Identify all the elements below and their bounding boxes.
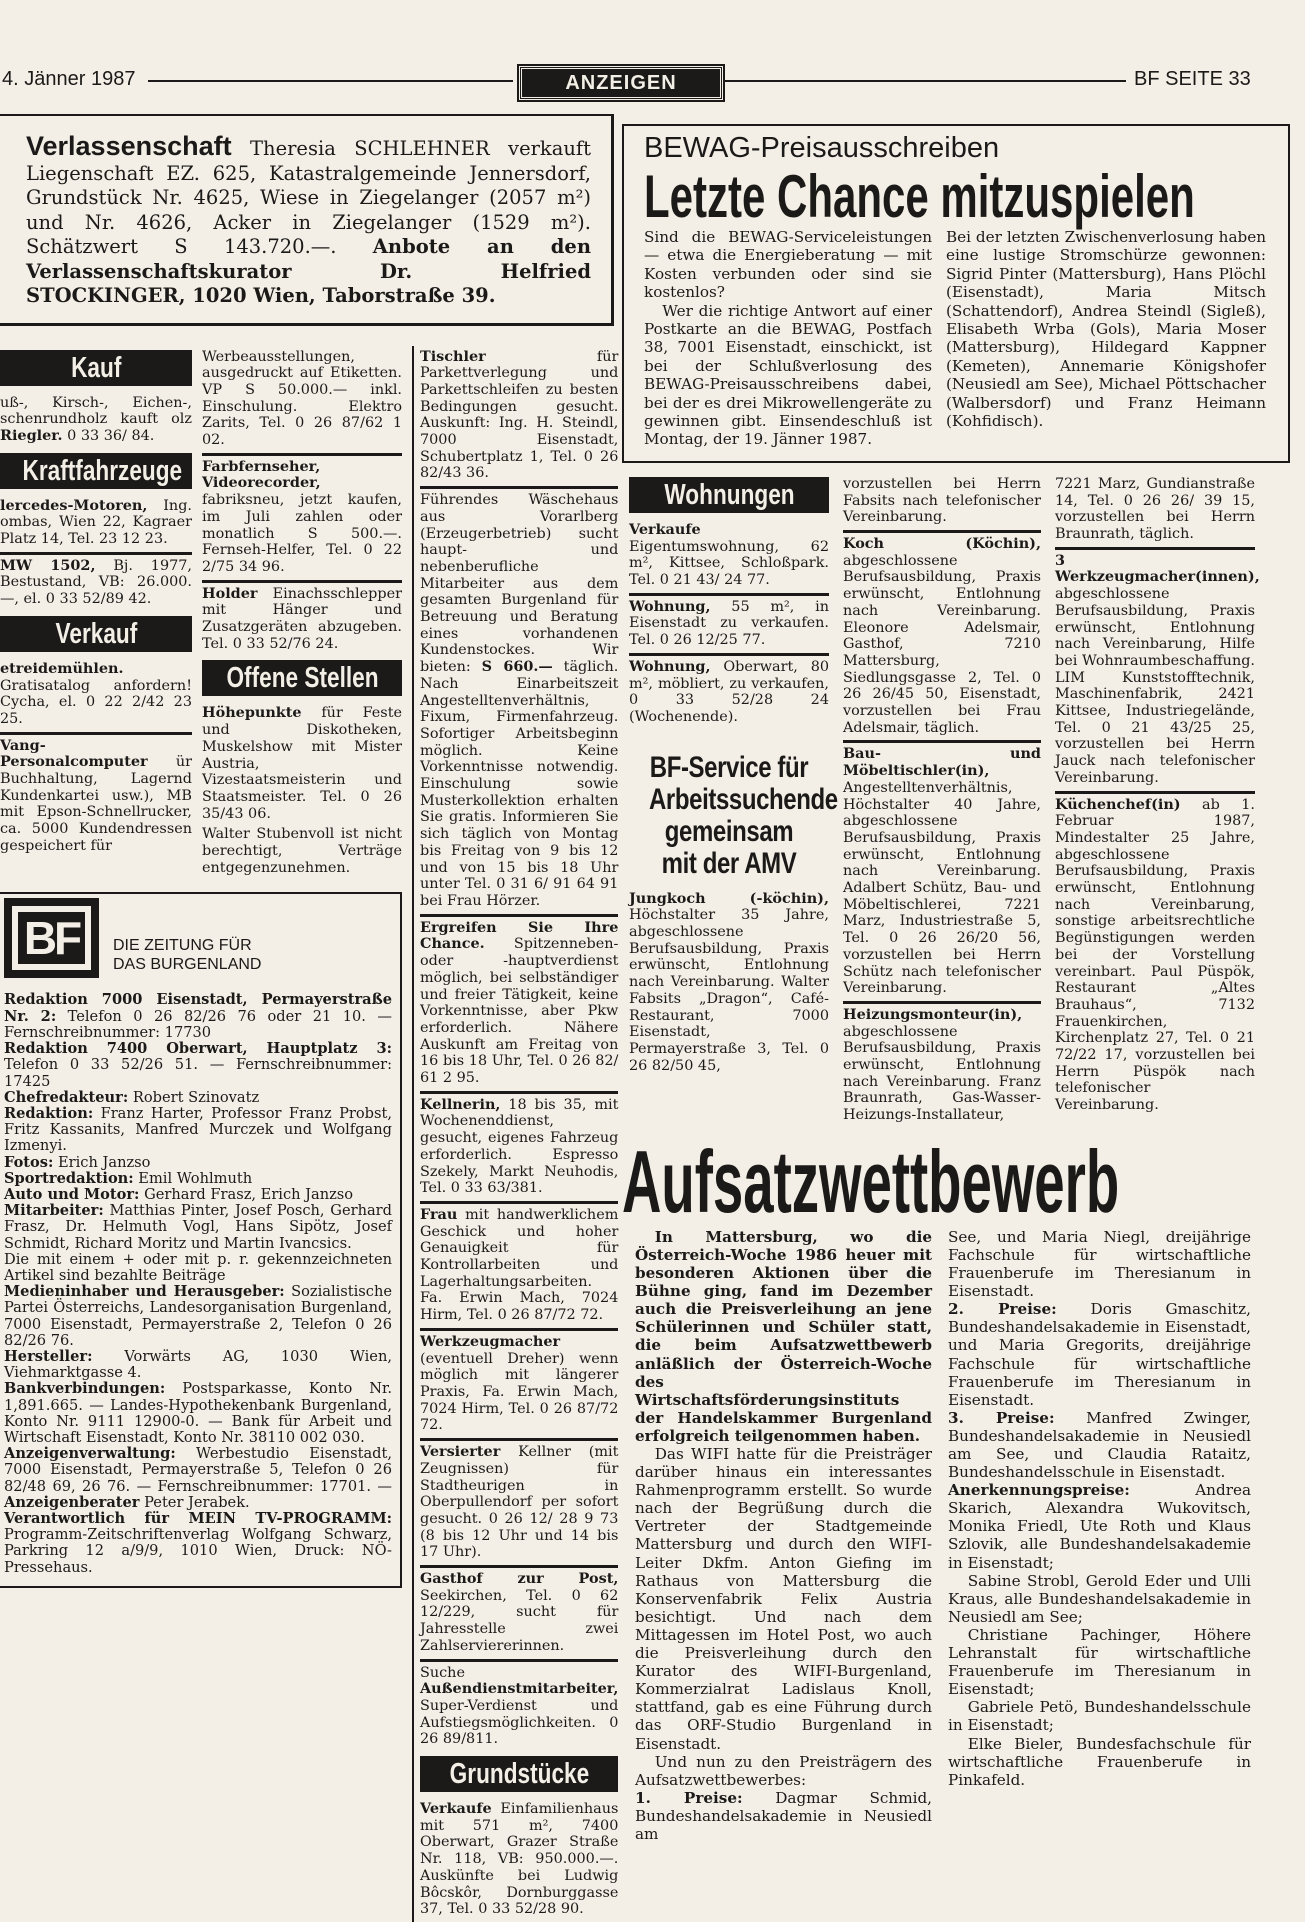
text: Suche: [420, 1664, 465, 1681]
bold-text: Verkaufe: [420, 1800, 492, 1818]
text: See, und Maria Niegl, dreijährige Fachschule für wirtschaftliche Frauenberufe im Theresianum in Eisenstadt.: [948, 1227, 1251, 1301]
impressum-entry: [4, 1284, 392, 1349]
ad-text: [420, 1334, 618, 1434]
page-number: BF SEITE 33: [1134, 68, 1251, 90]
impressum-entry: [4, 1155, 392, 1171]
bold-text: Küchenchef(in): [1055, 795, 1181, 813]
text: Höchstalter 35 Jahre, abgeschlossene Berufsausbildung, Praxis erwünscht, Entlohnung nach Vereinbarung. Walter Fabsits „Dragon“, Café-Restaurant, 7000 Eisenstadt, Permayerstraße 3, Tel. 0 26 82/50 45,: [629, 907, 829, 1074]
bold-text: Redaktion 7400 Oberwart, Hauptplatz 3:: [4, 1040, 392, 1058]
bold-text: 3 Werkzeugmacher(innen),: [1055, 551, 1260, 586]
jobs-column-1: [629, 473, 838, 1078]
bold-text: Kellnerin,: [420, 1095, 501, 1113]
text: abgeschlossene Berufsausbildung, Praxis erwünscht, Entlohnung nach Vereinbarung. Eleonore Adelsmair, Gasthof, 7210 Mattersburg, Siedlungsgasse 2, Tel. 0 26 26/45 50, Eisenstadt, vorzustellen bei Frau Adelsmair, täglich.: [843, 552, 1041, 736]
text: Gerhard Frasz, Erich Janzso: [139, 1185, 354, 1203]
article-paragraph: [948, 1626, 1251, 1698]
rubric-heading: [420, 1756, 618, 1792]
article-paragraph: [948, 1481, 1251, 1571]
bewag-col-1: [644, 228, 932, 449]
ad-text: [843, 1007, 1041, 1124]
text: (eventuell Dreher) wenn möglich mit längerer Praxis, Fa. Erwin Mach, 7024 Hirm, Tel. 0 26 87/72 72.: [420, 1350, 619, 1434]
text: Robert Szinovatz: [128, 1088, 260, 1106]
impressum-entry: [4, 1511, 392, 1576]
impressum-entry: [4, 1106, 392, 1155]
ad-text: [629, 599, 829, 649]
bold-text: 1. Preise:: [635, 1788, 743, 1807]
rubric-label: Kraftfahrzeuge: [22, 454, 183, 487]
bf-logo: [4, 898, 99, 978]
article-column-2: [948, 1228, 1251, 1789]
bold-text: Außendienstmitarbeiter,: [420, 1680, 619, 1698]
bold-text: Höhepunkte: [202, 704, 302, 722]
paragraph: Sind die BEWAG-Serviceleistungen — etwa die Energieberatung — mit Kosten verbunden oder sind sie kostenlos?: [644, 228, 932, 302]
text: Spitzenneben- oder -hauptverdienst möglich, bei selbständiger und freier Tätigkeit, keine Vorkenntnisse, aber Pkw erforderlich. Nähere Auskunft am Freitag von 16 bis 18 Uhr, Tel. 0 26 82/ 61 2 95.: [420, 936, 619, 1087]
text: Und nun zu den Preisträgern des Aufsatzwettbewerbes:: [635, 1752, 932, 1789]
ad-text: [843, 746, 1041, 997]
ad-text: [0, 661, 192, 728]
impressum-entry: [4, 1171, 392, 1187]
impressum-tagline: [113, 936, 261, 978]
text: Sozialistische Partei Österreichs, Landesorganisation Burgenland, 7000 Eisenstadt, Permayerstraße 2, Telefon 0 26 82/26 76.: [4, 1283, 392, 1349]
classified-ad: [420, 914, 618, 1091]
ad-text: [629, 659, 829, 726]
text: 7221 Marz, Gundianstraße 14, Tel. 0 26 26/ 39 15, vorzustellen bei Herrn Braunrath, täglich.: [1055, 475, 1255, 542]
text: Erich Janzso: [53, 1153, 151, 1171]
article-paragraph: [948, 1735, 1251, 1789]
bewag-headline: Letzte Chance mitzuspielen: [644, 163, 1195, 230]
classifieds-column-1: [0, 346, 192, 859]
classified-ad: [843, 740, 1041, 1001]
classified-ad: [420, 1659, 618, 1753]
impressum-entry: [4, 1041, 392, 1090]
classified-ad: [0, 392, 192, 449]
text: Programm-Zeitschriftenverlag Wolfgang Schwarz, Parkring 12 a/9/9, 1010 Wien, Druck: NÖ-Pressehaus.: [4, 1526, 392, 1576]
bold-text: Bankverbindungen:: [4, 1380, 166, 1398]
impressum-entry: [4, 1381, 392, 1446]
text: Bj. 1977, Bestustand, VB: 26.000.—, el. 0 33 52/89 42.: [0, 557, 192, 608]
bold-text: Auto und Motor:: [4, 1185, 140, 1203]
text: Eigentumswohnung, 62 m², Kittsee, Schloßpark. Tel. 0 21 43/ 24 77.: [629, 538, 829, 588]
tagline-line: DIE ZEITUNG FÜR: [113, 937, 252, 955]
bold-text: Mitarbeiter:: [4, 1202, 104, 1220]
impressum-entry: [4, 1349, 392, 1381]
section-label: ANZEIGEN: [519, 66, 723, 100]
text: mit handwerklichem Geschick und hoher Genauigkeit für Kontrollarbeiten und Lagerhaltungsarbeiten. Fa. Erwin Mach, 7024 Hirm, Tel. 0 26 87/72 72.: [420, 1206, 619, 1324]
ad-text: [420, 1097, 618, 1197]
ad-text: [1055, 476, 1255, 543]
bold-text: Wohnung,: [629, 657, 711, 675]
classified-ad: [202, 702, 402, 826]
text: Franz Harter, Professor Franz Probst, Fritz Kassanits, Manfred Murczek und Wolfgang Izmenyi.: [4, 1104, 392, 1155]
verlassenschaft-ad: [0, 114, 614, 326]
bewag-headline-wrap: [644, 163, 1268, 230]
article-paragraph: [635, 1228, 932, 1445]
bold-text: Anerkennungspreise:: [948, 1481, 1130, 1500]
text: abgeschlossene Berufsausbildung, Praxis erwünscht, Entlohnung nach Vereinbarung, Hilfe bei Wohnraumbeschaffung. LIM Kunststofftechnik, Maschinenfabrik, 2421 Kittsee, Industriegelände, Tel. 0 21 43/25 25, vorzustellen bei Herrn Jauck nach telefonischer Vereinbarung.: [1055, 586, 1255, 786]
paragraph: Bei der letzten Zwischenverlosung haben eine lustige Stromschürze gewonnen: Sigrid Pinter (Mattersburg), Hans Plöchl (Eisenstadt), Maria Mitsch (Schattendorf), Andrea Steindl (Sigleß), Elisabeth Wrba (Gols), Maria Moser (Mattersburg), Hildegard Kappner (Kemeten), Annemarie Königshofer (Neusiedl am See), Michael Pöttschacher (Walbersdorf) und Franz Heimann (Kohfidisch).: [946, 228, 1266, 431]
classified-ad: [629, 888, 829, 1079]
text: Manfred Zwinger, Bundeshandelsakademie in Neusiedl am See, und Claudia Rataitz, Bundeshandelsschule in Eisenstadt.: [948, 1408, 1251, 1482]
bold-text: Sportredaktion:: [4, 1169, 134, 1187]
ad-text: [202, 459, 402, 576]
classified-ad: [0, 732, 192, 859]
rubric-heading: [0, 350, 192, 386]
text: 55 m², in Eisenstadt zu verkaufen. Tel. 0 26 12/25 77.: [629, 598, 829, 649]
bold-text: Redaktion 7000 Eisenstadt, Permayerstraße Nr. 2:: [4, 991, 392, 1025]
bold-text: etreidemühlen.: [0, 659, 124, 677]
ad-text: [420, 1207, 618, 1324]
rubric-label: Wohnungen: [663, 478, 795, 511]
bold-text: lercedes-Motoren,: [0, 496, 148, 514]
article-paragraph: [948, 1698, 1251, 1734]
classified-ad: [629, 653, 829, 730]
article-body: [622, 1228, 1290, 1843]
text: Emil Wohlmuth: [133, 1169, 253, 1187]
classified-ad: [420, 346, 618, 487]
text: Doris Gmaschitz, Bundeshandelsakademie in Eisenstadt, und Maria Gregorits, dreijährige Fachschule für wirtschaftliche Frauenberufe im Theresianum in Eisenstadt.: [948, 1300, 1251, 1409]
bold-text: Tischler: [420, 347, 486, 365]
bold-text: In Mattersburg, wo die Österreich-Woche 1986 heuer mit besonderen Aktionen über die Bühne ging, fand im Dezember auch die Preisverleihung an jene Schülerinnen und Schüler statt, die beim Aufsatzwettbewerb anläßlich der Österreich-Woche des Wirtschaftsförderungsinstituts der Handelskammer Burgenland erfolgreich teilgenommen haben.: [635, 1227, 932, 1445]
verlassenschaft-title: Verlassenschaft: [26, 131, 232, 161]
article-paragraph: [948, 1572, 1251, 1626]
text: Telefon 0 26 82/26 76 oder 21 10. — Fernschreibnummer: 17730: [4, 1007, 392, 1041]
text: Super-Verdienst und Aufstiegsmöglichkeiten. 0 26 89/811.: [420, 1697, 619, 1748]
article-paragraph: [635, 1445, 932, 1753]
text: uß-, Kirsch-, Eichen-, schenrundholz kauft olz: [0, 394, 192, 428]
text: 18 bis 35, mit Wochenenddienst, gesucht, eigenes Fahrzeug erforderlich. Espresso Szekely, Markt Neuhodis, Tel. 0 33 63/381.: [420, 1096, 619, 1197]
text: fabriksneu, jetzt kaufen, im Juli zahlen oder monatlich S 500.—. Fernseh-Helfer, Tel. 0 22 2/75 34 96.: [202, 492, 402, 575]
ad-text: [843, 476, 1041, 526]
impressum-entry: [4, 992, 392, 1041]
classifieds-row: [0, 346, 402, 881]
left-half: [0, 114, 619, 1922]
classified-ad: [843, 473, 1041, 530]
text: Einachsschlepper mit Hänger und Zusatzgeräten abzugeben. Tel. 0 33 52/76 24.: [202, 585, 402, 652]
ad-text: [843, 536, 1041, 736]
bold-text: Ergreifen Sie Ihre Chance.: [420, 918, 619, 953]
impressum-entry: [4, 1252, 392, 1284]
text: Angestelltenverhältnis, Höchstalter 40 Jahre, abgeschlossene Berufsausbildung, Praxis erwünscht, Entlohnung nach Vereinbarung. Adalbert Schütz, Bau- und Möbeltischlerei, 7221 Marz, Industriestraße 5, Tel. 0 26 26/20 56, vorzustellen bei Herrn Schütz nach telefonischer Vereinbarung.: [843, 779, 1041, 997]
text: Das WIFI hatte für die Preisträger darüber hinaus ein interessantes Rahmenprogramm erstellt. So wurde nach der Begrüßung durch die Vertreter der Stadtgemeinde Mattersburg und durch den WIFI-Leiter Dkfm. Anton Giefing im Rathaus von Mattersburg die Konservenfabrik Felix Austria besichtigt. Und nach dem Mittagessen im Hotel Post, wo auch die Preisverleihung durch den Kurator des WIFI-Burgenland, Kommerzialrat Ladislaus Knoll, stattfand, gab es eine Führung durch das ORF-Studio Burgenland in Eisenstadt.: [635, 1445, 932, 1753]
classified-ad: [202, 826, 402, 880]
bold-text: Gasthof zur Post,: [420, 1570, 619, 1588]
classified-ad: [1055, 547, 1260, 791]
bold-text: Versierter: [420, 1443, 501, 1461]
classified-ad: [1055, 791, 1255, 1118]
text: Postsparkasse, Konto Nr. 1,891.665. — Landes-Hypothekenbank Burgenland, Konto Nr. 9111 12900-0. — Bank für Arbeit und Wirtschaft Eisenstadt, Konto Nr. 38110 002 030.: [4, 1380, 392, 1446]
ad-text: [202, 705, 402, 822]
classifieds-area: [0, 346, 619, 1922]
jobs-column-3: [1055, 473, 1260, 1118]
rubric-label: Offene Stellen: [225, 662, 379, 695]
rubric-heading: [0, 453, 192, 489]
article-column-1: [635, 1228, 932, 1843]
bold-text: Anzeigenberater: [4, 1493, 140, 1511]
classified-ad: [420, 1565, 618, 1659]
bewag-body: [644, 228, 1268, 449]
bold-text: Fotos:: [4, 1153, 54, 1171]
issue-date: 4. Jänner 1987: [2, 68, 136, 90]
classifieds-column-3: [412, 346, 618, 1922]
classified-ad: [629, 519, 829, 593]
bold-text: S 660.—: [481, 658, 553, 676]
ad-text: [420, 1571, 618, 1655]
classifieds-column-2: [202, 346, 402, 881]
ad-text: [0, 558, 192, 608]
impressum-text: [4, 992, 392, 1575]
article-paragraph: [948, 1409, 1251, 1481]
text: Vorwärts AG, 1030 Wien, Viehmarktgasse 4.: [4, 1347, 392, 1382]
bold-text: Heizungsmonteur(in),: [843, 1005, 1023, 1023]
bold-text: Verkaufe: [629, 520, 701, 538]
bewag-col-2: [946, 228, 1266, 449]
ad-text: [1055, 551, 1260, 787]
ad-text: [1055, 797, 1255, 1114]
text: für Parkettverlegung und Parkettschleifen zu besten Bedingungen gesucht. Auskunft: Ing. H. Steindl, 7000 Eisenstadt, Schubertplatz 1, Tel. 0 26 82/43 36.: [420, 348, 619, 482]
text: Oberwart, 80 m², möbliert, zu verkaufen, 0 33 52/28 24 (Wochenende).: [629, 658, 829, 725]
text: Matthias Pinter, Josef Posch, Gerhard Frasz, Dr. Helmuth Vogl, Hans Sipötz, Josef Schmidt, Richard Moritz und Martin Ivancsics.: [4, 1202, 392, 1252]
bold-text: Farbfernseher, Videorecorder,: [202, 457, 321, 492]
classified-ad: [1055, 473, 1255, 547]
bold-text: Jungkoch (-köchin),: [629, 889, 829, 907]
ad-text: [629, 891, 829, 1075]
text: Dagmar Schmid, Bundeshandelsakademie in Neusiedl am: [635, 1788, 932, 1843]
classified-ad: [202, 346, 402, 453]
text: Walter Stubenvoll ist nicht berechtigt, Verträge entgegenzunehmen.: [202, 826, 402, 876]
classified-ad: [420, 1438, 618, 1565]
service-headline: BF-Service für Arbeitssuchende gemeinsam mit der AMV: [649, 750, 838, 880]
text: Peter Jerabek.: [139, 1493, 250, 1511]
text: Seekirchen, Tel. 0 62 12/229, sucht für Jahresstelle zwei Zahlserviererinnen.: [420, 1587, 619, 1654]
bold-text: Medieninhaber und Herausgeber:: [4, 1283, 285, 1301]
bold-text: 2. Preise:: [948, 1300, 1057, 1319]
article-paragraph: [635, 1789, 932, 1843]
bold-text: MW 1502,: [0, 556, 96, 574]
text: Sabine Strobl, Gerold Eder und Ulli Kraus, alle Bundeshandelsakademie in Neusiedl am See;: [948, 1571, 1251, 1626]
classified-ad: [629, 593, 829, 653]
text: Christiane Pachinger, Höhere Lehranstalt für wirtschaftliche Frauenberufe im Theresianum in Eisenstadt;: [948, 1625, 1251, 1699]
article-headline-wrap: [622, 1131, 1290, 1231]
ad-text: [0, 498, 192, 548]
rubric-heading: [629, 477, 829, 513]
article-paragraph: [948, 1300, 1251, 1409]
jobs-area: [622, 473, 1290, 1128]
classified-ad: [843, 1001, 1041, 1128]
text: Gabriele Petö, Bundeshandelsschule in Eisenstadt;: [948, 1698, 1251, 1735]
classified-ad: [0, 495, 192, 552]
bf-logo-text: BF: [18, 912, 85, 964]
classified-ad: [0, 658, 192, 732]
ad-text: [420, 1801, 618, 1918]
classified-ad: [843, 530, 1041, 740]
text: ür Buchhaltung, Lagernd Kundenkartei usw.), MB mit Epson-Schnellrucker, ca. 5000 Kundendressen gespeichert für: [0, 754, 192, 854]
bold-text: Holder: [202, 584, 258, 602]
bold-text: Koch (Köchin),: [843, 534, 1041, 552]
text: Telefon 0 33 52/26 51. — Fernschreibnummer: 17425: [4, 1056, 392, 1090]
right-half: [622, 124, 1290, 1843]
rubric-label: Kauf: [70, 351, 122, 384]
bold-text: Verantwortlich für MEIN TV-PROGRAMM:: [4, 1509, 392, 1527]
text: ab 1. Februar 1987, Mindestalter 25 Jahre, abgeschlossene Berufsausbildung, Praxis erwünscht, Entlohnung nach Vereinbarung, sonstige arbeitsrechtliche Begünstigungen werden bei der Vorstellung vereinbart. Paul Püspök, Restaurant „Altes Brauhaus“, 7132 Frauenkirchen, Kirchenplatz 27, Tel. 0 21 72/22 17, vorzustellen bei Herrn Püspök nach telefonischer Vereinbarung.: [1055, 796, 1255, 1114]
bold-text: Anzeigenverwaltung:: [4, 1445, 176, 1463]
classified-ad: [202, 453, 402, 580]
article-paragraph: [948, 1228, 1251, 1300]
ad-text: [202, 349, 402, 449]
text: 0 33 36/ 84.: [62, 427, 155, 444]
bold-text: Bau- und Möbeltischler(in),: [843, 745, 1041, 780]
ad-text: [629, 522, 829, 589]
text: Einfamilienhaus mit 571 m², 7400 Oberwart, Grazer Straße Nr. 118, VB: 950.000.—. Auskünfte bei Ludwig Bôcskôr, Dornburggasse 37, Tel. 0 33 52/28 90.: [420, 1801, 619, 1918]
text: Werbestudio Eisenstadt, 7000 Eisenstadt, Permayerstraße 5, Telefon 0 26 82/48 69, 26 76. — Fernschreibnummer: 17701. —: [4, 1445, 392, 1495]
verlassenschaft-text: Theresia SCHLEHNER verkauft Liegenschaft EZ. 625, Katastralgemeinde Jennersdorf, Grundstück Nr. 4625, Wiese in Ziegelanger (2057 m²) und Nr. 4626, Acker in Ziegelanger (1529 m²). Schätzwert S 143.720.—.: [26, 137, 591, 258]
bold-text: Hersteller:: [4, 1347, 93, 1365]
text: abgeschlossene Berufsausbildung, Praxis erwünscht, Entlohnung nach Vereinbarung. Franz Braunrath, Gas-Wasser-Heizungs-Installateur,: [843, 1023, 1041, 1124]
text: Gratisatalog anfordern! Cycha, el. 0 22 2/42 23 25.: [0, 677, 192, 727]
text: vorzustellen bei Herrn Fabsits nach telefonischer Vereinbarung.: [843, 475, 1041, 526]
bold-text: Chefredakteur:: [4, 1088, 129, 1106]
ad-text: [420, 349, 618, 483]
classified-ad: [420, 1201, 618, 1328]
paragraph: Wer die richtige Antwort auf einer Postkarte an die BEWAG, Postfach 38, 7001 Eisenstadt, einschickt, ist bei der Schlußverlosung des BEWAG-Preisausschreibens dabei, bei der es drei Mikrowellengeräte zu gewinnen gibt. Einsendeschluß ist Montag, der 19. Jänner 1987.: [644, 301, 932, 449]
bold-text: Riegler.: [0, 426, 63, 444]
rubric-label: Grundstücke: [449, 1758, 589, 1791]
ad-text: [420, 920, 618, 1087]
text: Ing. ombas, Wien 22, Kagraer Platz 14, Tel. 23 12 23.: [0, 497, 192, 548]
impressum-entry: [4, 1446, 392, 1511]
rubric-label: Verkauf: [55, 617, 137, 650]
classifieds-left-part: [0, 346, 402, 1588]
classified-ad: [0, 552, 192, 612]
text: für Feste und Diskotheken, Muskelshow mit Mister Austria, Vizestaatsmeisterin und Staatsmeister. Tel. 0 26 35/43 06.: [202, 705, 402, 822]
classified-ad: [420, 1798, 618, 1922]
ad-text: [420, 1444, 618, 1561]
rubric-heading: [202, 660, 402, 696]
article-paragraph: [635, 1753, 932, 1789]
text: Werbeausstellungen, ausgedruckt auf Etiketten. VP S 50.000.— inkl. Einschulung. Elektro Zarits, Tel. 0 26 87/62 1 02.: [202, 348, 402, 449]
text: Die mit einem + oder mit p. r. gekennzeichneten Artikel sind bezahlte Beiträge: [4, 1250, 392, 1284]
text: Andrea Skarich, Alexandra Wukovitsch, Monika Friedl, Ute Roth und Klaus Szlovik, alle Bundeshandelsakademie in Eisenstadt;: [948, 1481, 1251, 1572]
article-headline: Aufsatzwettbewerb: [622, 1131, 1120, 1231]
jobs-column-2: [843, 473, 1041, 1128]
impressum-masthead: [4, 898, 392, 978]
bold-text: Redaktion:: [4, 1104, 94, 1122]
text: Elke Bieler, Bundesfachschule für wirtschaftliche Frauenberufe in Pinkafeld.: [948, 1734, 1251, 1789]
bold-text: Werkzeugmacher: [420, 1332, 561, 1350]
ad-text: [0, 395, 192, 445]
classified-ad: [420, 486, 618, 914]
header-rule: [724, 80, 1126, 82]
text: Führendes Wäschehaus aus Vorarlberg (Erzeugerbetrieb) sucht haupt- und nebenberufliche Mitarbeiter aus dem gesamten Burgenland für Betreuung und Beratung eines vorhandenen Kundenstockes. Wir bieten:: [420, 492, 619, 676]
bold-text: Frau: [420, 1205, 458, 1223]
classified-ad: [420, 1328, 618, 1438]
bewag-box: [622, 124, 1290, 463]
bold-text: Wohnung,: [629, 597, 711, 615]
bold-text: 3. Preise:: [948, 1408, 1055, 1427]
ad-text: [420, 492, 618, 910]
impressum-entry: [4, 1203, 392, 1252]
bewag-kicker: BEWAG-Preisausschreiben: [644, 132, 1000, 164]
bold-text: Vang-Personalcomputer: [0, 736, 148, 771]
ad-text: [0, 738, 192, 855]
classified-ad: [420, 1091, 618, 1201]
ad-text: [420, 1665, 618, 1749]
ad-text: [202, 586, 402, 653]
tagline-line: DAS BURGENLAND: [113, 956, 262, 974]
rubric-heading: [0, 616, 192, 652]
header-rule: [148, 80, 513, 82]
impressum-entry: [4, 1187, 392, 1203]
text: täglich. Nach Einarbeitszeit Angestelltenverhältnis, Fixum, Firmenfahrzeug. Sofortiger Arbeitsbeginn möglich. Keine Vorkenntnisse notwendig. Einschulung sowie Musterkollektion erhalten Sie gratis. Informieren Sie sich täglich von Montag bis Freitag von 9 bis 12 und von 15 bis 18 Uhr unter Tel. 0 31 6/ 91 64 91 bei Frau Hörzer.: [420, 659, 619, 909]
classified-ad: [202, 580, 402, 657]
text: Kellner (mit Zeugnissen) für Stadtheurigen in Oberpullendorf per sofort gesucht. 0 26 12/ 28 9 73 (8 bis 12 Uhr und 14 bis 17 Uhr).: [420, 1444, 619, 1561]
impressum-box: [0, 892, 402, 1587]
verlassenschaft-contact: Anbote an den Verlassenschaftskurator Dr. Helfried STOCKINGER, 1020 Wien, Taborstraße 39.: [26, 235, 591, 307]
ad-text: [202, 826, 402, 876]
impressum-entry: [4, 1090, 392, 1106]
